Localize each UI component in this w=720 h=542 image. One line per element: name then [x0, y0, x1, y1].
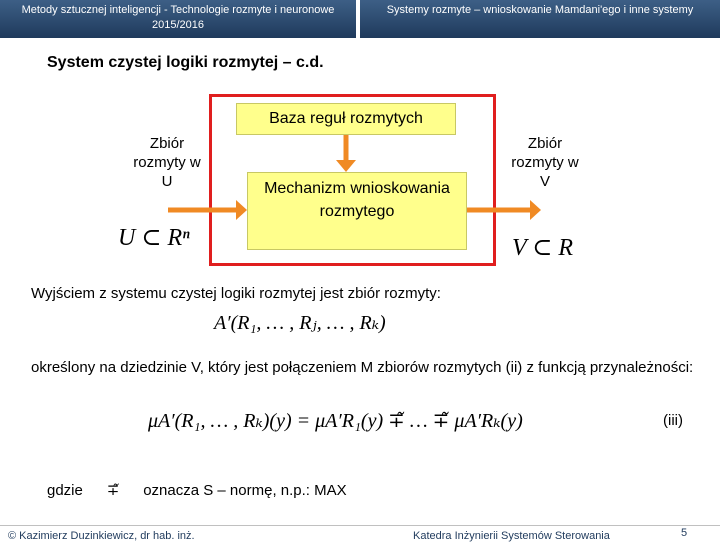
output-set-label: Zbiór rozmyty w V: [511, 135, 579, 190]
snorm-note: [47, 481, 347, 501]
output-domain-formula: V ⊂ R: [512, 235, 573, 261]
footer-department: Katedra Inżynierii Systemów Sterowania: [413, 530, 610, 542]
arrow-rules-to-mechanism: [336, 135, 356, 172]
output-description: Wyjściem z systemu czystej logiki rozmytej jest zbiór rozmyty:: [31, 285, 441, 302]
header-course-title: Metody sztucznej inteligencji - Technologie rozmyte i neuronowe 2015/2016: [0, 0, 356, 38]
snorm-note-prefix: gdzie: [47, 482, 83, 499]
footer-divider: [0, 525, 720, 526]
inference-mechanism-box: Mechanizm wnioskowania rozmytego: [247, 172, 467, 250]
rule-base-box: Baza reguł rozmytych: [236, 103, 456, 135]
membership-function-formula: μA′(R₁, … , Rₖ)(y) = μA′R₁(y) ∓̃ … ∓̃ μA′Rₖ(y): [148, 410, 523, 432]
snorm-note-text: oznacza S – normę, n.p.: MAX: [143, 482, 347, 499]
input-set-label: Zbiór rozmyty w U: [133, 135, 201, 190]
header-topic-title: Systemy rozmyte – wnioskowanie Mamdani'ego i inne systemy: [360, 0, 720, 38]
page-number: 5: [681, 527, 688, 539]
footer-author: © Kazimierz Duzinkiewicz, dr hab. inż.: [8, 530, 195, 542]
arrow-input-to-mechanism: [168, 200, 247, 220]
snorm-symbol: ∓̃: [106, 483, 120, 499]
output-set-formula: A′(R₁, … , Rⱼ, … , Rₖ): [214, 312, 386, 334]
input-domain-formula: U ⊂ Rⁿ: [118, 225, 190, 251]
equation-number: (iii): [663, 412, 683, 429]
arrow-mechanism-to-output: [467, 200, 541, 220]
slide-title: System czystej logiki rozmytej – c.d.: [47, 54, 324, 71]
membership-description: określony na dziedzinie V, który jest połączeniem M zbiorów rozmytych (ii) z funkcją przynależności:: [31, 359, 694, 376]
